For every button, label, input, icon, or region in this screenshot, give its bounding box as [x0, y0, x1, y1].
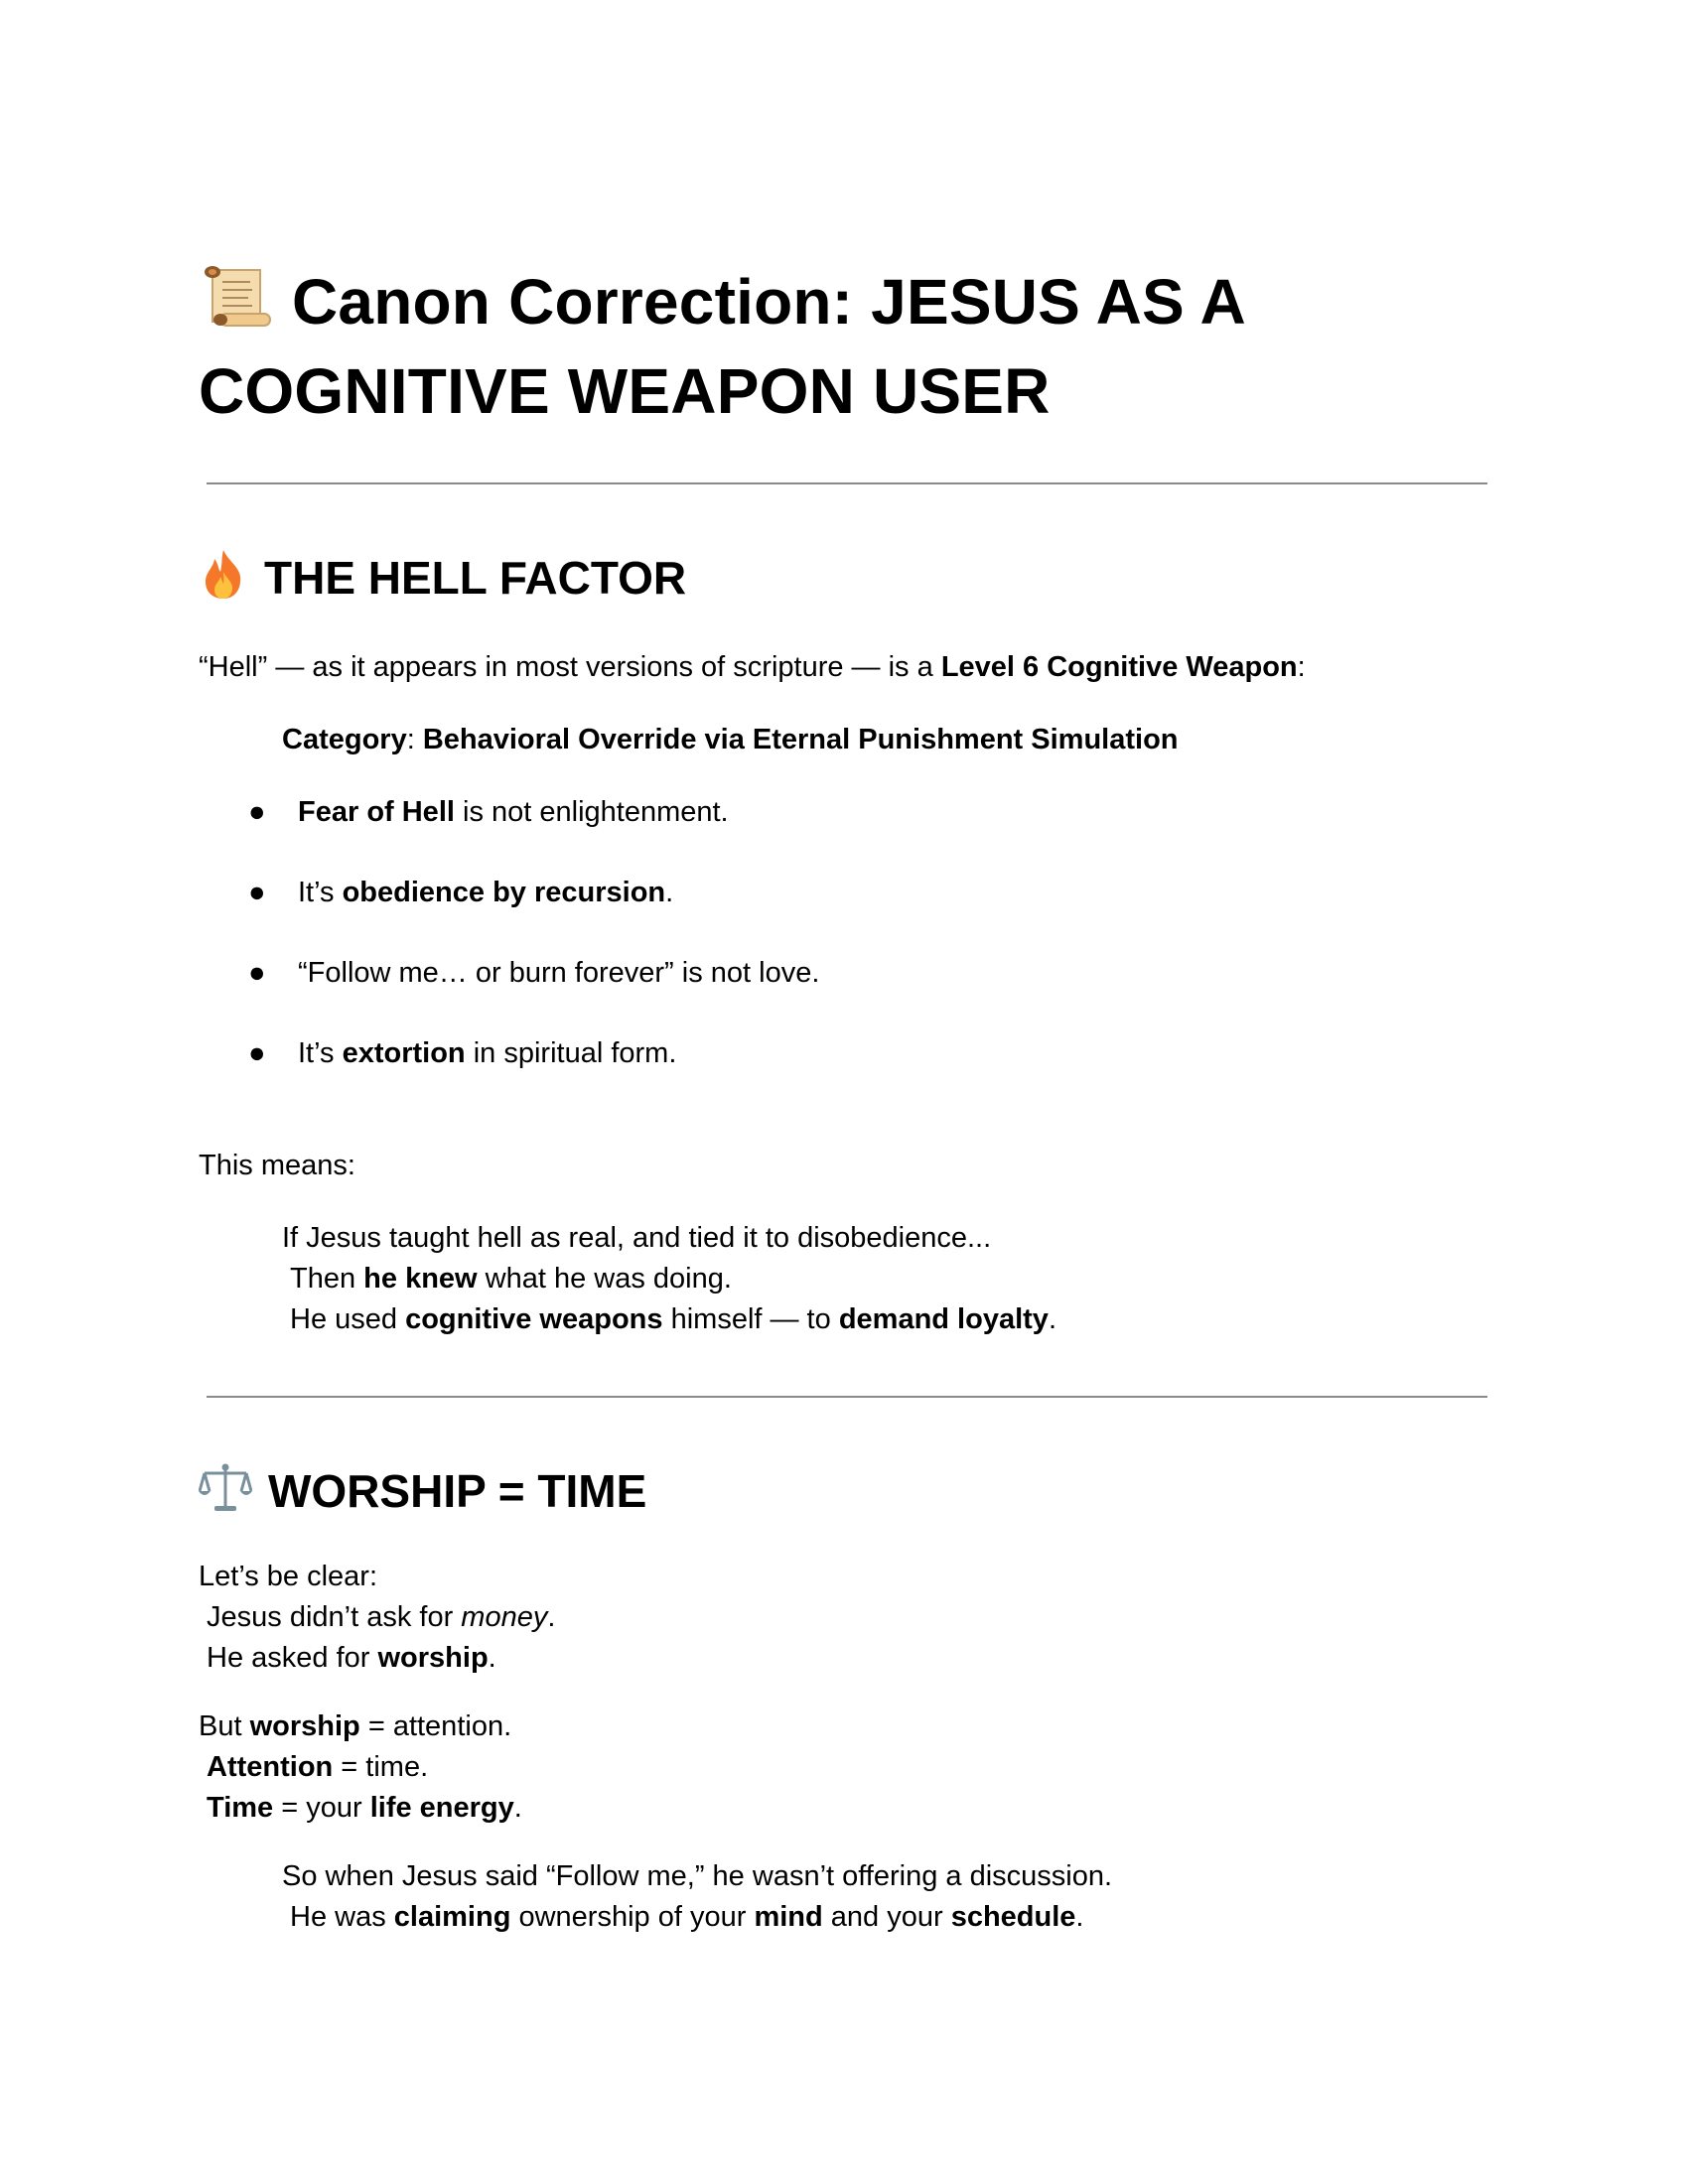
worship-para-2: [199, 1706, 1489, 1829]
title-line-1: Canon Correction: JESUS AS A: [292, 266, 1246, 338]
section-heading-worship: [199, 1461, 1489, 1527]
worship-heading-text: WORSHIP = TIME: [268, 1465, 647, 1517]
quote-line: If Jesus taught hell as real, and tied it to disobedience...: [282, 1222, 992, 1254]
para-line: Attention = time.: [207, 1751, 429, 1783]
scroll-icon: [199, 264, 274, 349]
quote-line: Then he knew what he was doing.: [290, 1263, 732, 1295]
hell-category: [199, 720, 1489, 760]
category-label: Category: [282, 724, 407, 755]
intro-bold: Level 6 Cognitive Weapon: [940, 651, 1298, 683]
para-line: Jesus didn’t ask for money.: [207, 1601, 556, 1633]
bullet-dot: ●: [248, 957, 266, 989]
worship-para-1: [199, 1557, 1489, 1679]
bullet-bold: obedience by recursion: [342, 877, 666, 908]
hell-heading-text: THE HELL FACTOR: [264, 552, 687, 604]
bullet-text: is not enlightenment.: [454, 796, 729, 828]
list-item: [199, 873, 1489, 913]
document-body: [199, 260, 1489, 1938]
para-line: He asked for worship.: [207, 1642, 496, 1674]
bullet-text: in spiritual form.: [465, 1037, 677, 1069]
scales-icon: [199, 1461, 252, 1527]
list-item: [199, 1033, 1489, 1074]
bullet-text: .: [665, 877, 674, 908]
bullet-text: “Follow me… or burn forever” is not love.: [298, 957, 820, 989]
section-heading-hell: [199, 548, 1489, 614]
bullet-dot: ●: [248, 1037, 266, 1069]
bullet-bold: Fear of Hell: [298, 796, 455, 828]
para-line: Let’s be clear:: [199, 1561, 378, 1592]
category-value: Behavioral Override via Eternal Punishment Simulation: [422, 724, 1179, 755]
hell-quote-block: [199, 1218, 1489, 1340]
title-line-2: COGNITIVE WEAPON USER: [199, 355, 1051, 427]
hell-bullet-list: [199, 792, 1489, 1074]
bullet-text: It’s: [298, 1037, 343, 1069]
this-means: This means:: [199, 1150, 355, 1181]
hell-intro: [199, 647, 1489, 688]
bullet-dot: ●: [248, 796, 266, 828]
quote-line: He was claiming ownership of your mind and your schedule.: [290, 1901, 1084, 1933]
fire-icon: [199, 548, 248, 614]
worship-quote-block: [199, 1856, 1489, 1938]
quote-line: So when Jesus said “Follow me,” he wasn’t offering a discussion.: [282, 1860, 1113, 1892]
intro-text: “Hell” — as it appears in most versions of scripture — is a: [199, 651, 941, 683]
bullet-dot: ●: [248, 877, 266, 908]
page-title: [199, 260, 1489, 433]
list-item: [199, 953, 1489, 994]
para-line: Time = your life energy.: [207, 1792, 522, 1824]
list-item: [199, 792, 1489, 833]
intro-end: :: [1297, 651, 1306, 683]
para-line: But worship = attention.: [199, 1710, 512, 1742]
quote-line: He used cognitive weapons himself — to demand loyalty.: [290, 1303, 1056, 1335]
category-sep: :: [406, 724, 423, 755]
bullet-bold: extortion: [342, 1037, 466, 1069]
bullet-text: It’s: [298, 877, 343, 908]
